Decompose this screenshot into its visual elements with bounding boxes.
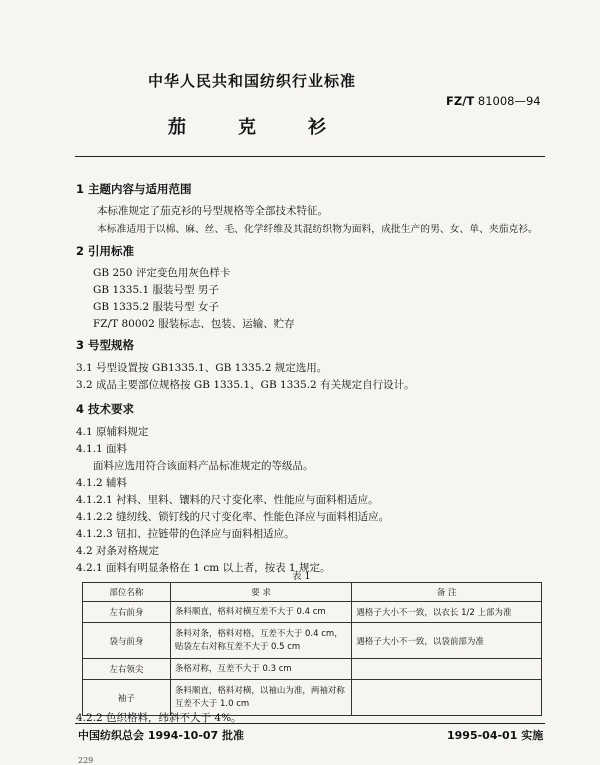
clause-4-1: 4.1 原辅料规定 (76, 426, 149, 438)
page-number: 229 (78, 756, 94, 765)
table-caption: 表 1 (292, 571, 311, 582)
footer-rule (75, 723, 545, 724)
code-number: 81008—94 (477, 94, 541, 108)
reference-item: FZ/T 80002 服装标志、包装、运输、贮存 (93, 318, 295, 330)
document-title: 茄克衫 (168, 117, 378, 138)
reference-item: GB 1335.1 服装号型 男子 (93, 284, 219, 296)
reference-item: GB 250 评定变色用灰色样卡 (93, 267, 231, 279)
section-1-paragraph-1: 本标准规定了茄克衫的号型规格等全部技术特征。 (97, 205, 328, 217)
clause-3-1: 3.1 号型设置按 GB1335.1、GB 1335.2 规定选用。 (76, 362, 328, 374)
table-row (83, 623, 542, 659)
note-cell: 遇格子大小不一致，以衣长 1/2 上部为准 (352, 602, 542, 623)
requirement-cell: 条料对条，格料对格，互差不大于 0.4 cm，贴袋左右对称互差不大于 0.5 cm (170, 623, 352, 659)
clause-3-2: 3.2 成品主要部位规格按 GB 1335.1、GB 1335.2 有关规定自行设计。 (76, 379, 415, 391)
clause-4-1-2-2: 4.1.2.2 缝纫线、锁钉线的尺寸变化率、性能色泽应与面料相适应。 (76, 511, 390, 523)
header-requirement: 要 求 (170, 583, 352, 602)
clause-4-2: 4.2 对条对格规定 (76, 545, 160, 557)
part-cell: 袋与前身 (83, 623, 171, 659)
section-2-title: 2 引用标准 (76, 244, 135, 258)
note-cell (352, 659, 542, 680)
reference-item: GB 1335.2 服装号型 女子 (93, 301, 219, 313)
section-4-title: 4 技术要求 (76, 402, 135, 416)
table-header-row (83, 583, 542, 602)
part-cell: 左右领尖 (83, 659, 171, 680)
note-cell (352, 680, 542, 716)
standard-code (446, 94, 541, 108)
header-part: 部位名称 (83, 583, 171, 602)
table-1 (82, 582, 542, 716)
requirement-cell: 条料顺直，格料对横，以袖山为准，两袖对称互差不大于 1.0 cm (170, 680, 352, 716)
section-1-title: 1 主题内容与适用范围 (76, 182, 192, 196)
clause-4-1-2: 4.1.2 辅料 (76, 477, 128, 489)
clause-4-1-1-paragraph: 面料应选用符合该面料产品标准规定的等级品。 (93, 460, 314, 472)
clause-4-1-1: 4.1.1 面料 (76, 443, 128, 455)
section-3-title: 3 号型规格 (76, 338, 135, 352)
table-row (83, 602, 542, 623)
clause-4-1-2-3: 4.1.2.3 钮扣、拉链带的色泽应与面料相适应。 (76, 528, 295, 540)
part-cell: 左右前身 (83, 602, 171, 623)
clause-4-2-1: 4.2.1 面料有明显条格在 1 cm 以上者，按表 1 规定。 (76, 562, 331, 574)
section-1-paragraph-2: 本标准适用于以棉、麻、丝、毛、化学纤维及其混纺织物为面料，成批生产的男、女、单、夹茄克衫。 (97, 224, 538, 235)
approval-date: 中国纺织总会 1994-10-07 批准 (78, 729, 245, 742)
clause-4-1-2-1: 4.1.2.1 衬料、里料、镶料的尺寸变化率、性能应与面料相适应。 (76, 494, 379, 506)
part-cell: 袖子 (83, 680, 171, 716)
table-row (83, 659, 542, 680)
header-note: 备 注 (352, 583, 542, 602)
code-prefix: FZ/T (446, 94, 475, 108)
clause-4-2-2: 4.2.2 色织格料，纬斜不大于 4%。 (76, 712, 242, 724)
header-rule (75, 156, 545, 157)
note-cell: 遇格子大小不一致，以袋前部为准 (352, 623, 542, 659)
effective-date: 1995-04-01 实施 (447, 729, 544, 742)
requirement-cell: 条料顺直，格料对横互差不大于 0.4 cm (170, 602, 352, 623)
requirement-cell: 条格对称，互差不大于 0.3 cm (170, 659, 352, 680)
standard-name: 中华人民共和国纺织行业标准 (148, 72, 357, 90)
